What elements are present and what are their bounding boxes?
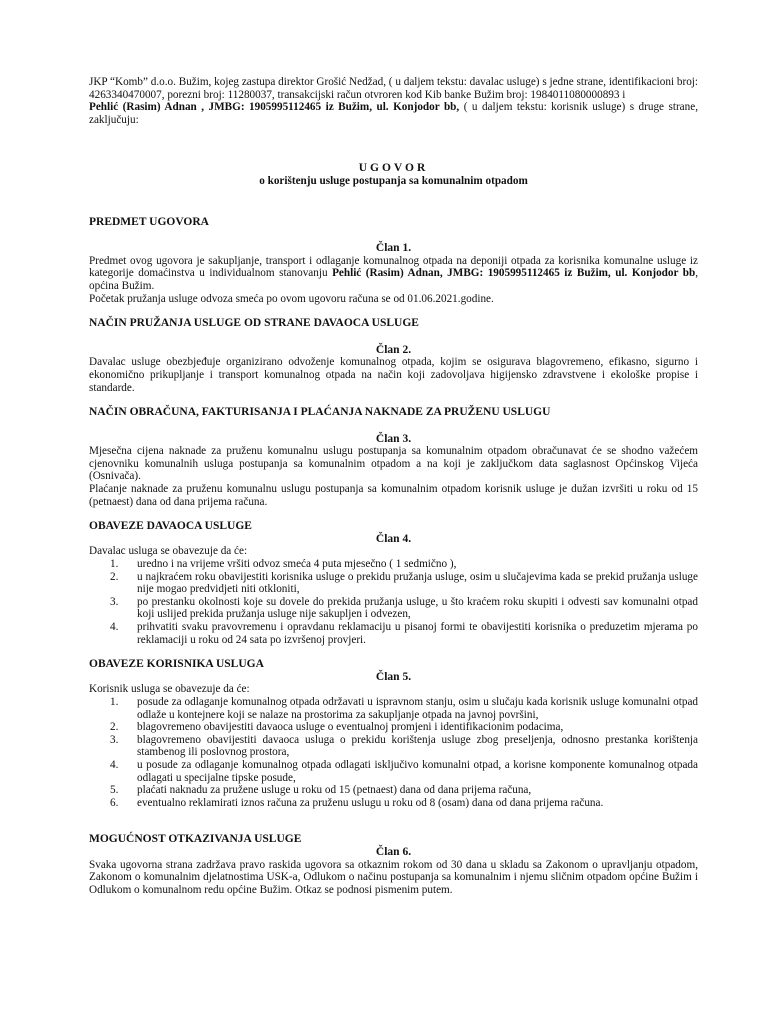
contract-subtitle: o korištenju usluge postupanja sa komunalnim otpadom: [259, 174, 528, 187]
article-2-title: Član 2.: [375, 343, 412, 356]
article-5-title: Član 5.: [375, 670, 412, 683]
list-item-text: blagovremeno obavijestiti davaoca usluge o eventualnoj promjeni i identifikacionim podacima,: [137, 721, 564, 734]
list-item: [89, 558, 698, 571]
list-item-text: po prestanku okolnosti koje su dovele do prekida pružanja usluge, u što kraćem roku skupiti i odvesti sav komunalni otpad koji uslijed prekida pružanja usluge nije sakupljen i odvezen,: [137, 595, 698, 621]
list-item: [89, 621, 698, 646]
article-3-title: Član 3.: [375, 432, 412, 445]
article-1-text-c: , općina Bužim.: [89, 267, 698, 292]
list-item-number: 4.: [110, 621, 119, 633]
list-item: [89, 596, 698, 621]
list-item-text: posude za odlaganje komunalnog otpada održavati u ispravnom stanju, osim u slučaju kada korisnik usluge komunalni otpad odlaže u kontejnere koji se nalaze na prostorima za sakupljanje otpada na javnoj površini,: [137, 695, 698, 721]
article-6-title: Član 6.: [375, 845, 412, 858]
section-heading-2: NAČIN PRUŽANJA USLUGE OD STRANE DAVAOCA USLUGE: [89, 317, 419, 330]
list-item-text: u posude za odlaganje komunalnog otpada odlagati isključivo komunalni otpad, a korisne komponente komunalnog otpada odlagati u specijalne tipske posude,: [137, 758, 698, 784]
article-3-paragraph-1: Mjesečna cijena naknade za pruženu komunalnu uslugu postupanja sa komunalnim otpadom obračunavat će se shodno važećem cjenovniku komunalnih usluga postupanja sa komunalnim otpadom a na koji je zaključkom data saglasnost Općinskog Vijeća (Osnivača).: [89, 445, 698, 483]
list-item-text: uredno i na vrijeme vršiti odvoz smeća 4 puta mjesečno ( 1 sedmično ),: [137, 558, 457, 571]
article-1-text-a: Predmet ovog ugovora je sakupljanje, transport i odlaganje komunalnog otpada na deponiji otpada za korisnika komunalne usluge iz kategorije domaćinstva u individualnom stanovanju: [89, 254, 698, 280]
list-item-number: 5.: [110, 784, 119, 797]
intro-party-1: JKP “Komb” d.o.o. Bužim, kojeg zastupa direktor Grošić Nedžad, ( u daljem tekstu: davalac usluge) s jedne strane, identifikacioni broj: 4263340470007, porezni broj: 11280037, transakcijski račun otvroren kod Kib banke Bužim broj: 1984011080000893 i: [89, 76, 698, 101]
article-1-paragraph-2: Početak pružanja usluge odvoza smeća po ovom ugovoru računa se od 01.06.2021.godine.: [89, 292, 494, 305]
list-item: [89, 571, 698, 596]
intro-party-2: [89, 101, 698, 126]
article-5-list: [89, 696, 698, 809]
list-item-number: 6.: [110, 796, 119, 809]
list-item-number: 3.: [110, 733, 119, 746]
article-6-paragraph-1: Svaka ugovorna strana zadržava pravo raskida ugovora sa otkaznim rokom od 30 dana u skladu sa Zakonom o upravljanju otpadom, Zakonom o komunalnim djelatnostima USK-a, Odlukom o načinu postupanja sa komunalnim i njemu sličnim otpadom općine Bužim i Odlukom o komunalnom redu općine Bužim. Otkaz se podnosi pismenim putem.: [89, 858, 698, 896]
article-1-text-bold: Pehlić (Rasim) Adnan, JMBG: 1905995112465 iz Bužim, ul. Konjodor bb: [332, 267, 696, 280]
article-1-title: Član 1.: [375, 242, 412, 255]
list-item-text: u najkraćem roku obavijestiti korisnika usluge o prekidu pružanja usluge, osim u slučajevima kada se prekid pružanja usluge nije mogao predvidjeti niti otkloniti,: [137, 570, 698, 596]
article-3-paragraph-2: Plaćanje naknade za pruženu komunalnu uslugu postupanja sa komunalnim otpadom korisnik usluge je dužan izvršiti u roku od 15 (petnaest) dana od dana prijema računa.: [89, 483, 698, 508]
article-1-paragraph-1: [89, 255, 698, 293]
intro-party-2-name: Pehlić (Rasim) Adnan , JMBG: 1905995112465 iz Bužim, ul. Konjodor bb,: [89, 101, 460, 114]
section-heading-3: NAČIN OBRAČUNA, FAKTURISANJA I PLAĆANJA NAKNADE ZA PRUŽENU USLUGU: [89, 406, 551, 419]
list-item: [89, 784, 698, 797]
article-4-title: Član 4.: [375, 532, 412, 545]
article-4-lead: Davalac usluga se obavezuje da će:: [89, 545, 248, 558]
list-item-number: 2.: [110, 721, 119, 734]
list-item: [89, 734, 698, 759]
list-item: [89, 721, 698, 734]
list-item-text: prihvatiti svaku pravovremenu i opravdanu reklamaciju u pisanoj formi te obavijestiti korisnika o preduzetim mjerama po reklamaciji u roku od 24 sata po izvršenoj provjeri.: [137, 621, 698, 646]
list-item: [89, 696, 698, 721]
list-item-text: plaćati naknadu za pružene usluge u roku od 15 (petnaest) dana od dana prijema računa,: [137, 784, 532, 797]
list-item-number: 4.: [110, 758, 119, 771]
list-item-number: 1.: [110, 558, 119, 571]
section-heading-4: OBAVEZE DAVAOCA USLUGE: [89, 520, 252, 533]
list-item-number: 1.: [110, 695, 119, 708]
intro-party-2-rest: ( u daljem tekstu: korisnik usluge) s druge strane, zaključuju:: [89, 101, 698, 126]
article-5-lead: Korisnik usluga se obavezuje da će:: [89, 683, 250, 696]
contract-title: UGOVOR: [358, 162, 429, 175]
article-2-paragraph-1: Davalac usluge obezbjeđuje organizirano odvoženje komunalnog otpada, kojim se osigurava blagovremeno, efikasno, sigurno i ekonomično prikupljanje i transport komunalnog otpada na način koji zadovoljava higijensko zdravstvene i ekološke propise i standarde.: [89, 356, 698, 394]
list-item-number: 3.: [110, 595, 119, 608]
list-item-number: 2.: [110, 570, 119, 583]
article-4-list: [89, 558, 698, 646]
section-heading-6: MOGUĆNOST OTKAZIVANJA USLUGE: [89, 833, 302, 846]
section-heading-5: OBAVEZE KORISNIKA USLUGA: [89, 658, 264, 671]
list-item: [89, 797, 698, 810]
section-heading-1: PREDMET UGOVORA: [89, 215, 209, 228]
list-item-text: eventualno reklamirati iznos računa za pruženu uslugu u roku od 8 (osam) dana od dana prijema računa.: [137, 796, 604, 809]
list-item-text: blagovremeno obavijestiti davaoca usluga o prekidu korištenja usluge zbog preseljenja, odnosno prestanka korištenja stambenog ili poslovnog prostora,: [137, 733, 698, 759]
list-item: [89, 759, 698, 784]
